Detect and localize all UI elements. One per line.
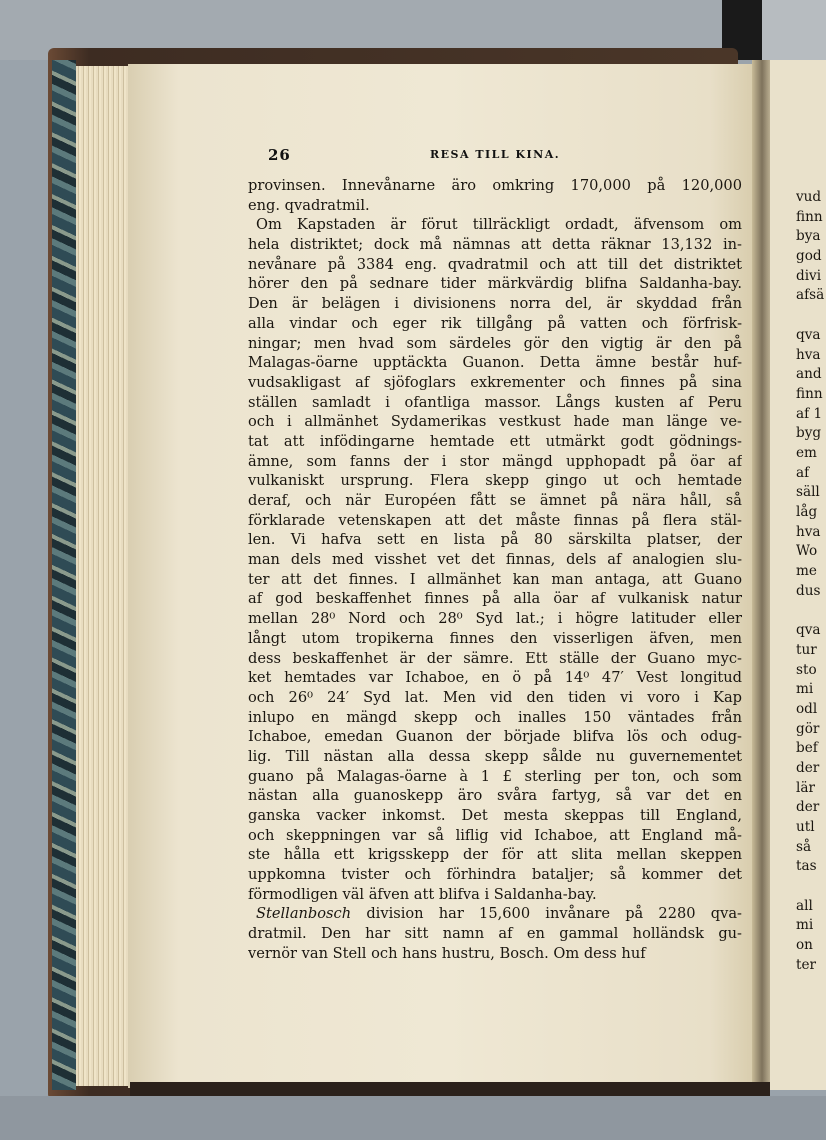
text-line: deraf, och när Européen fått se ämnet på nära håll, så — [248, 492, 742, 509]
right-page-line: em — [796, 444, 817, 461]
text-line: Den är belägen i divisionens norra del, är skyddad från — [248, 295, 742, 313]
text-line: man dels med visshet vet det finnas, dels af analogien slu- — [248, 551, 742, 569]
text-line: ste hålla ett krigsskepp der för att slita mellan skeppen — [248, 846, 742, 864]
right-page-line: af — [796, 464, 810, 481]
book-gutter — [752, 60, 772, 1090]
right-page-line: lär — [796, 779, 815, 796]
text-line: och i allmänhet Sydamerikas vestkust hade man länge ve- — [248, 413, 742, 431]
right-page-line: så — [796, 838, 812, 855]
right-page-line: finn — [796, 208, 823, 225]
text-line: af god beskaffenhet finnes på alla öar af vulkanisk natur — [248, 590, 742, 608]
right-page-line: der — [796, 799, 820, 816]
text-line: långt utom tropikerna finnes den visserligen äfven, men — [248, 629, 742, 647]
right-page-line: qva — [796, 622, 821, 639]
right-page-line: god — [796, 248, 822, 265]
text-line: nästan alla guanoskepp äro svåra fartyg, så var det en — [248, 787, 742, 805]
text-line: vulkaniskt ursprung. Flera skepp gingo ut och hemtade — [248, 472, 742, 490]
body-text — [248, 176, 742, 964]
page-header — [268, 146, 748, 168]
text-line: lig. Till nästan alla dessa skepp sålde nu guvernementet — [248, 747, 742, 765]
right-page-line: der — [796, 759, 820, 776]
text-line: ter att det finnes. I allmänhet kan man antaga, att Guano — [248, 570, 742, 588]
text-line: tat att infödingarne hemtade ett utmärkt godt gödnings- — [248, 432, 742, 450]
text-line: ket hemtades var Ichaboe, en ö på 14⁰ 47′ Vest longitud — [248, 669, 742, 687]
right-page-line: mi — [796, 917, 814, 934]
text-line: nevånare på 3384 eng. qvadratmil och att till det distriktet — [248, 255, 742, 273]
right-page-line: bya — [796, 228, 821, 245]
text-line: vernör van Stell och hans hustru, Bosch. Om dess huf — [248, 944, 646, 962]
right-page-line: finn — [796, 385, 823, 402]
right-page-line: dus — [796, 582, 821, 599]
text-line: Malagas-öarne upptäckta Guanon. Detta ämne består huf- — [248, 354, 742, 372]
right-page-line: tas — [796, 858, 817, 875]
text-line: mellan 28⁰ Nord och 28⁰ Syd lat.; i högre latituder eller — [248, 610, 742, 628]
right-page-line: afsä — [796, 287, 825, 304]
right-page-line — [796, 601, 826, 621]
text-line: ningar; men hvad som särdeles gör den vigtig är den på — [248, 334, 742, 352]
right-page-line — [796, 877, 826, 897]
running-title: RESA TILL KINA. — [430, 148, 561, 161]
right-page-line: sto — [796, 661, 817, 678]
text-line: förmodligen väl äfven att blifva i Saldanha-bay. — [248, 885, 597, 903]
text-line: förklarade vetenskapen att det måste finnas på flera stäl- — [248, 511, 742, 529]
text-line: guano på Malagas-öarne à 1 £ sterling per ton, och som — [248, 767, 742, 785]
right-page-text — [796, 188, 826, 976]
text-line: len. Vi hafva sett en lista på 80 särskilta platser, der — [248, 531, 742, 549]
right-page-line: Wo — [796, 543, 818, 560]
right-page-line: gör — [796, 720, 820, 737]
right-page-line: qva — [796, 326, 821, 343]
right-page-line: me — [796, 563, 817, 580]
right-page-line: utl — [796, 819, 815, 835]
text-line: alla vindar och eger rik tillgång på vatten och förfrisk- — [248, 314, 742, 332]
text-line: dess beskaffenhet är der sämre. Ett ställe der Guano myc- — [248, 649, 742, 667]
right-page-line: odl — [796, 700, 818, 717]
text-line: ämne, som fanns der i stor mängd upphopadt på öar af — [248, 452, 742, 470]
right-page-line: divi — [796, 267, 822, 284]
right-page-line: ter — [796, 956, 817, 973]
background-right-top — [762, 0, 826, 60]
text-line: uppkomna tvister och förhindra bataljer; så kommer det — [248, 866, 742, 884]
right-page-line: tur — [796, 641, 817, 658]
page-number: 26 — [268, 146, 291, 164]
right-page-line: vud — [796, 189, 822, 205]
right-page-line: af 1 — [796, 405, 823, 422]
text-line: och skeppningen var så liflig vid Ichaboe, att England må- — [248, 826, 742, 844]
background-bottom — [0, 1096, 826, 1140]
right-page-line: låg — [796, 504, 818, 520]
right-page-line: hva — [796, 523, 821, 540]
right-page-line: säll — [796, 484, 820, 501]
text-line: provinsen. Innevånarne äro omkring 170,000 på 120,000 — [248, 177, 742, 194]
right-page-line — [796, 306, 826, 326]
right-page-line: bef — [796, 740, 818, 757]
text-line: Ichaboe, emedan Guanon der började blifva lös och odug- — [248, 728, 742, 746]
text-line: hela distriktet; dock må nämnas att detta räknar 13,132 in- — [248, 236, 742, 254]
right-page-line: all — [796, 897, 813, 914]
text-line: eng. qvadratmil. — [248, 196, 370, 214]
text-line: ganska vacker inkomst. Det mesta skeppas till England, — [248, 807, 742, 824]
text-line: och 26⁰ 24′ Syd lat. Men vid den tiden vi voro i Kap — [248, 688, 742, 706]
text-line: Om Kapstaden är förut tillräckligt ordadt, äfvensom om — [256, 216, 742, 234]
text-line: inlupo en mängd skepp och inalles 150 väntades från — [248, 708, 742, 726]
page-edges — [76, 66, 136, 1086]
bottom-cover-edge — [130, 1082, 770, 1096]
marbled-cover-edge — [52, 60, 76, 1090]
text-line: Stellanbosch division har 15,600 invånare på 2280 qva- — [256, 905, 742, 923]
text-line: ställen samladt i ofantliga massor. Långs kusten af Peru — [248, 393, 742, 411]
right-page-line: hva — [796, 346, 821, 363]
text-line: hörer den på sednare tider märkvärdig blifna Saldanha-bay. — [248, 275, 742, 293]
right-page-line: mi — [796, 681, 814, 698]
text-line: vudsakligast af sjöfoglars exkrementer och finnes på sina — [248, 373, 742, 391]
text-line: dratmil. Den har sitt namn af en gammal holländsk gu- — [248, 925, 742, 943]
right-page-line: byg — [796, 425, 822, 442]
right-page-line: on — [796, 937, 813, 954]
right-page-line: and — [796, 366, 822, 383]
